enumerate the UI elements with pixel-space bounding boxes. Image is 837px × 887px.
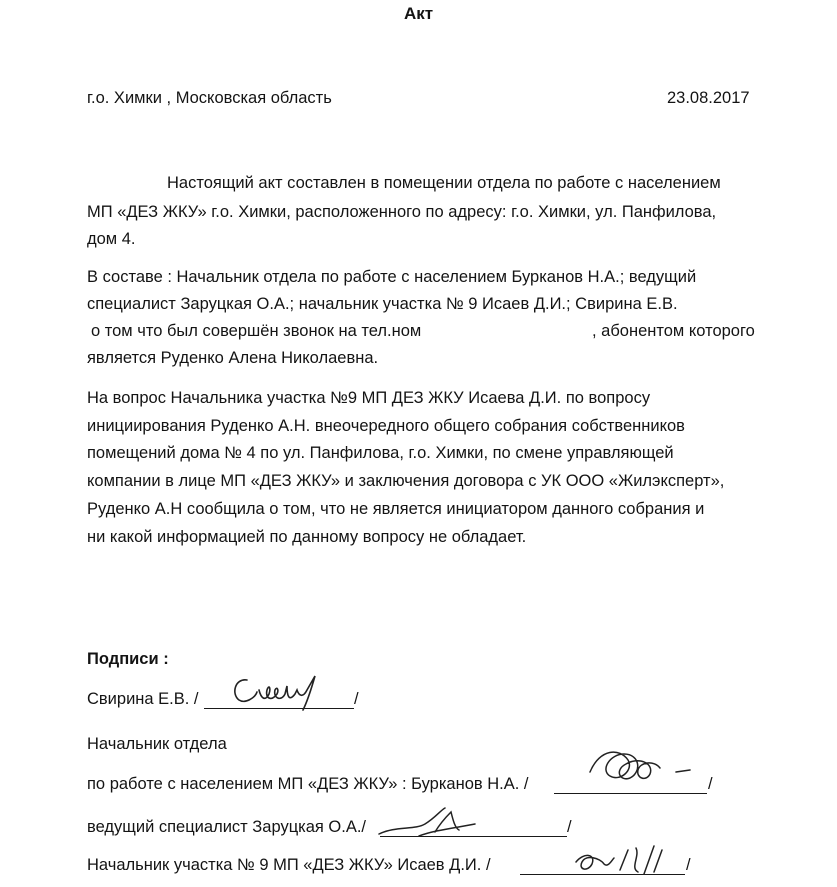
signature-head-label: Начальник отдела <box>87 735 227 753</box>
para2-line-3b: , абонентом которого <box>592 322 755 340</box>
para1-line-3: дом 4. <box>87 230 136 248</box>
para2-line-3a: о том что был совершён звонок на тел.ном <box>91 322 422 340</box>
signature-label-burkanov: по работе с населением МП «ДЕЗ ЖКУ» : Бурканов Н.А. / <box>87 775 529 793</box>
para3-line-4: компании в лице МП «ДЕЗ ЖКУ» и заключения договора с УК ООО «Жилэксперт», <box>87 472 725 490</box>
signatures-heading: Подписи : <box>87 650 169 668</box>
document-date: 23.08.2017 <box>667 89 750 107</box>
signature-end-svirina: / <box>354 690 359 708</box>
handwritten-signature-isaev <box>570 840 680 880</box>
para2-line-4: является Руденко Алена Николаевна. <box>87 349 379 367</box>
handwritten-signature-zarutskaya <box>375 802 485 842</box>
document-place: г.о. Химки , Московская область <box>87 89 332 107</box>
handwritten-signature-svirina <box>225 672 335 712</box>
para1-line-2: МП «ДЕЗ ЖКУ» г.о. Химки, расположенного по адресу: г.о. Химки, ул. Панфилова, <box>87 203 717 221</box>
para2-line-2: специалист Заруцкая О.А.; начальник участка № 9 Исаев Д.И.; Свирина Е.В. <box>87 295 678 313</box>
para3-line-1: На вопрос Начальника участка №9 МП ДЕЗ ЖКУ Исаева Д.И. по вопросу <box>87 389 651 407</box>
signature-label-isaev: Начальник участка № 9 МП «ДЕЗ ЖКУ» Исаев Д.И. / <box>87 856 491 874</box>
para3-line-3: помещений дома № 4 по ул. Панфилова, г.о. Химки, по смене управляющей <box>87 444 674 462</box>
para3-line-5: Руденко А.Н сообщила о том, что не является инициатором данного собрания и <box>87 500 705 518</box>
signature-line-burkanov <box>554 793 707 794</box>
signature-end-zarutskaya: / <box>567 818 572 836</box>
para3-line-2: инициирования Руденко А.Н. внеочередного общего собрания собственников <box>87 417 685 435</box>
signature-end-burkanov: / <box>708 775 713 793</box>
para2-line-1: В составе : Начальник отдела по работе с населением Бурканов Н.А.; ведущий <box>87 268 697 286</box>
document-title: Акт <box>403 4 434 23</box>
signature-end-isaev: / <box>686 856 691 874</box>
handwritten-signature-burkanov <box>580 742 700 790</box>
signature-label-svirina: Свирина Е.В. / <box>87 690 199 708</box>
signature-label-zarutskaya: ведущий специалист Заруцкая О.А./ <box>87 818 367 836</box>
para1-line-1: Настоящий акт составлен в помещении отдела по работе с населением <box>167 174 721 192</box>
para3-line-6: ни какой информацией по данному вопросу не обладает. <box>87 528 527 546</box>
